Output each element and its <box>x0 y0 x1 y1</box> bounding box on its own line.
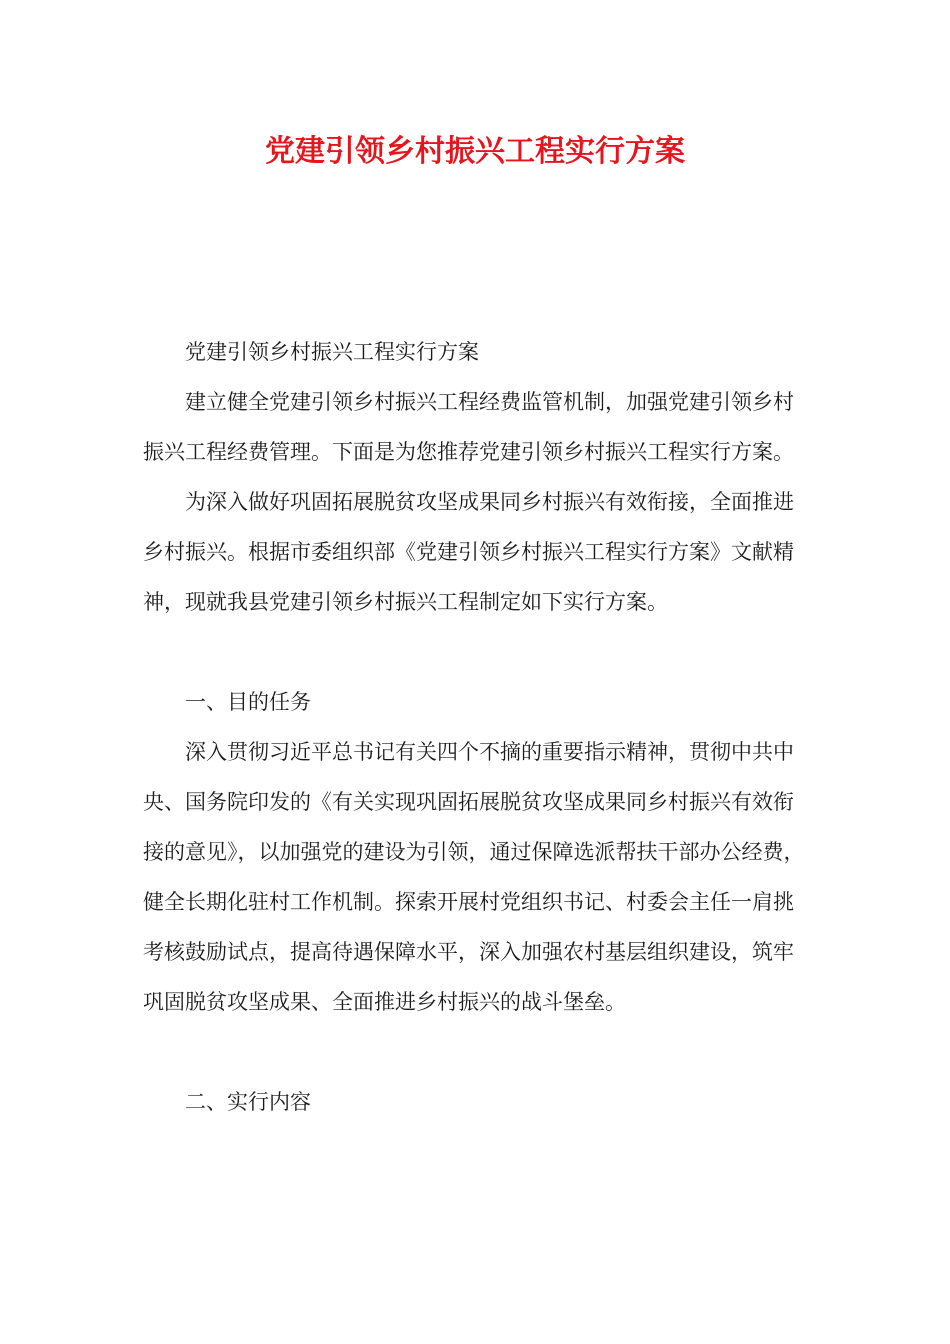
paragraph-purpose: 为深入做好巩固拓展脱贫攻坚成果同乡村振兴有效衔接，全面推进乡村振兴。根据市委组织部《党建引领乡村振兴工程实行方案》文献精神，现就我县党建引领乡村振兴工程制定如下实行方案。 <box>143 490 794 614</box>
section-heading-goals: 一、目的任务 <box>185 690 311 714</box>
document-title: 党建引领乡村振兴工程实行方案 <box>265 134 685 169</box>
paragraph-heading: 党建引领乡村振兴工程实行方案 <box>185 340 479 364</box>
paragraph-gap <box>143 1027 807 1077</box>
paragraph-gap <box>143 627 807 677</box>
section-heading-content: 二、实行内容 <box>185 1090 311 1114</box>
paragraph-intro: 建立健全党建引领乡村振兴工程经费监管机制，加强党建引领乡村振兴工程经费管理。下面是为您推荐党建引领乡村振兴工程实行方案。 <box>143 390 794 464</box>
paragraph-goals: 深入贯彻习近平总书记有关四个不摘的重要指示精神，贯彻中共中央、国务院印发的《有关实现巩固拓展脱贫攻坚成果同乡村振兴有效衔接的意见》，以加强党的建设为引领，通过保障选派帮扶干部办公经费，健全长期化驻村工作机制。探索开展村党组织书记、村委会主任一肩挑考核鼓励试点，提高待遇保障水平，深入加强农村基层组织建设，筑牢巩固脱贫攻坚成果、全面推进乡村振兴的战斗堡垒。 <box>143 740 805 1014</box>
document-body <box>143 327 807 1127</box>
